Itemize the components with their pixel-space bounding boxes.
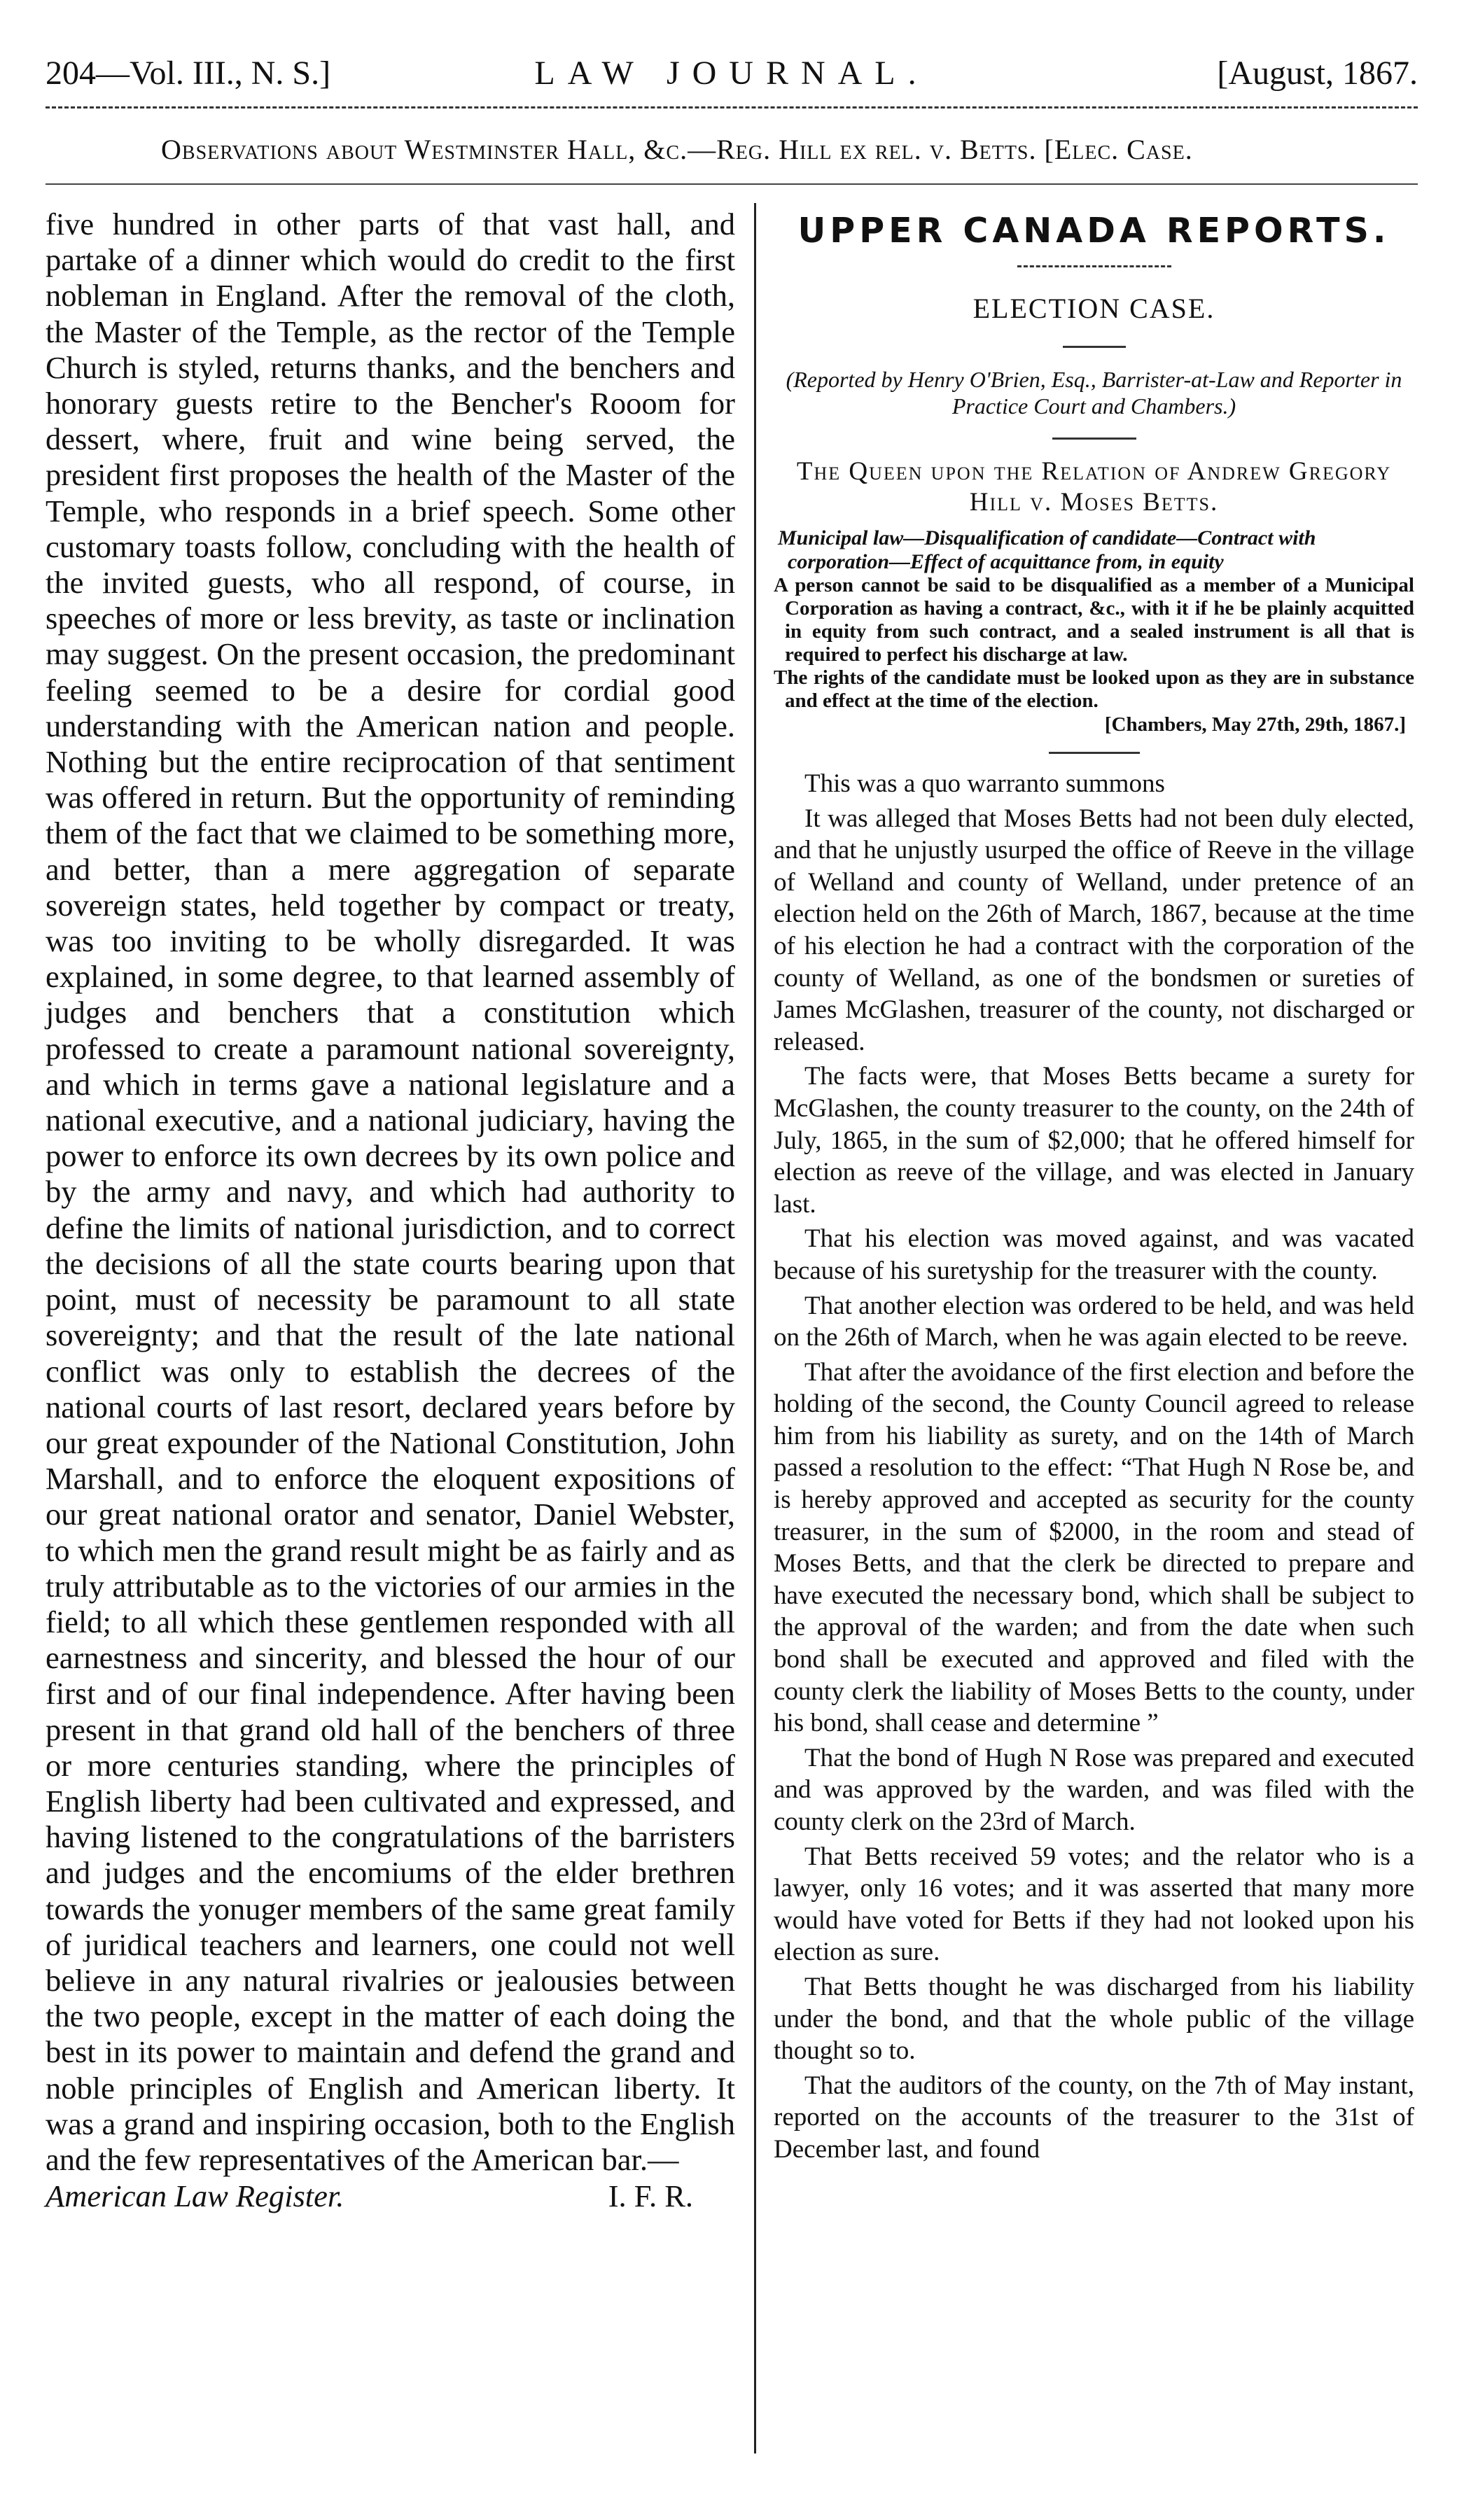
issue-date: [August, 1867. xyxy=(1217,55,1418,92)
section-subhead: Observations about Westminster Hall, &c.—Reg. Hill ex rel. v. Betts. [Elec. Case. xyxy=(161,134,1193,165)
case-title: The Queen upon the Relation of Andrew Gregory Hill v. Moses Betts. xyxy=(796,457,1392,517)
case-paragraph: That after the avoidance of the first election and before the holding of the second, the County Council agreed to release him from his liability as surety, and on the 14th of March passed a resolution to the effect: “That Hugh N Rose be, and is hereby approved and accepted as security for the county treasurer, in the sum of $2000, in the room and stead of Moses Betts, and that the clerk be directed to prepare and have executed the necessary bond, which shall be subject to the approval of the warden; and from the date when such bond shall be executed and approved and filed with the county clerk the liability of Moses Betts to the county, under his bond, shall cease and determine ” xyxy=(774,1357,1414,1738)
subhead-divider xyxy=(46,183,1418,185)
case-paragraph: That his election was moved against, and was vacated because of his suretyship for the treasurer with the county. xyxy=(774,1224,1414,1285)
case-paragraph: That the bond of Hugh N Rose was prepared and executed and was approved by the warden, and was filed with the county clerk on the 23rd of March. xyxy=(774,1743,1414,1836)
case-paragraph: This was a quo warranto summons xyxy=(804,769,1165,798)
case-paragraph: That Betts thought he was discharged from his liability under the bond, and that the whole public of the village thought so to. xyxy=(774,1972,1414,2066)
right-column xyxy=(774,206,1414,2166)
running-head xyxy=(46,46,1418,102)
heading-rule xyxy=(1063,346,1126,348)
case-paragraph: It was alleged that Moses Betts had not been duly elected, and that he unjustly usurped the office of Reeve in the village of Welland and county of Welland, under pretence of an election held on the 26th of March, 1867, because at the time of his election he had a contract with the corporation of the county of Welland, as one of the bondsmen or sureties of James McGlashen, treasurer of the county, not discharged or released. xyxy=(774,804,1414,1056)
headnote-rule xyxy=(1049,752,1140,754)
headnote-topics: Municipal law—Disqualification of candidate—Contract with corporation—Effect of acquittance from, in equity xyxy=(778,526,1316,573)
headnote-holding-1: A person cannot be said to be disqualified as a member of a Municipal Corporation as having a contract, &c., with it if he be plainly acquitted in equity from such contract, and a sealed instrument is all that is required to perfect his discharge at law. xyxy=(774,574,1414,666)
article-signoff xyxy=(46,2178,735,2214)
header-divider xyxy=(46,106,1418,108)
title-rule xyxy=(1017,265,1171,267)
journal-title: LAW JOURNAL. xyxy=(534,55,929,92)
page-volume-label: 204—Vol. III., N. S.] xyxy=(46,55,331,92)
reporter-note: (Reported by Henry O'Brien, Esq., Barrister-at-Law and Reporter in Practice Court and Chambers.) xyxy=(786,367,1402,419)
case-paragraph: That the auditors of the county, on the 7th of May instant, reported on the accounts of the treasurer to the 31st of December last, and found xyxy=(774,2071,1414,2164)
case-heading: ELECTION CASE. xyxy=(972,293,1215,324)
case-paragraph: That Betts received 59 votes; and the relator who is a lawyer, only 16 votes; and it was asserted that many more would have voted for Betts if they had not looked upon his election as sure. xyxy=(774,1842,1414,1967)
reports-section-title: UPPER CANADA REPORTS. xyxy=(797,211,1390,251)
column-divider xyxy=(754,203,756,2454)
court-citation: [Chambers, May 27th, 29th, 1867.] xyxy=(1104,713,1406,736)
case-paragraph: That another election was ordered to be held, and was held on the 26th of March, when he was again elected to be reeve. xyxy=(774,1291,1414,1352)
reporter-rule xyxy=(1052,438,1136,440)
body-paragraph: five hundred in other parts of that vast hall, and partake of a dinner which would do credit to the first nobleman in England. After the removal of the cloth, the Master of the Temple, as the rector of the Temple Church is styled, returns thanks, and the benchers and honorary guests retire to the Bencher's Rooom for dessert, where, fruit and wine being served, the president first proposes the health of the Master of the Temple, who responds in a brief speech. Some other customary toasts follow, concluding with the health of the invited guests, who all respond, of course, in speeches of more or less brevity, as taste or inclination may suggest. On the present occasion, the predominant feeling seemed to be a desire for cordial good understanding with the American nation and people. Nothing but the entire reciprocation of that sentiment was offered in return. But the opportunity of reminding them of the fact that we claimed to be something more, and better, than a mere aggregation of separate sovereign states, held together by compact or treaty, was too inviting to be wholly disregarded. It was explained, in some degree, to that learned assembly of judges and benchers that a constitution which professed to create a paramount national sovereignty, and which in terms gave a national legislature and a national executive, and a national judiciary, having the power to enforce its own decrees by its own police and by the army and navy, and which had authority to define the limits of national jurisdiction, and to correct the decisions of all the state courts bearing upon that point, must of necessity be paramount to all state sovereignty; and that the result of the late national conflict was only to establish the decrees of the national courts of last resort, declared years before by our great expounder of the National Constitution, John Marshall, and to enforce the eloquent expositions of our great national orator and senator, Daniel Webster, to which men the grand result might be as fairly and as truly attributable as to the victories of our armies in the field; to all which these gentlemen responded with all earnestness and sincerity, and blessed the hour of our first and of our final independence. After having been present in that grand old hall of the benchers of three or more centuries standing, where the principles of English liberty had been cultivated and expressed, and having listened to the congratulations of the barristers and judges and the encomiums of the elder brethren towards the yonuger members of the same great family of juridical teachers and learners, one could not well believe in any natural rivalries or jealousies between the two people, except in the matter of each doing the best in its power to maintain and defend the grand and noble principles of English and American liberty. It was a grand and inspiring occasion, both to the English and the few representatives of the American bar.— xyxy=(46,206,735,2177)
source-citation: American Law Register. xyxy=(46,2178,344,2214)
headnote-holding-2: The rights of the candidate must be looked upon as they are in substance and effect at the time of the election. xyxy=(774,666,1414,712)
left-column xyxy=(46,206,735,2214)
case-paragraph: The facts were, that Moses Betts became a surety for McGlashen, the county treasurer to the county, on the 24th of July, 1865, in the sum of $2,000; that he offered himself for election as reeve of the village, and was elected in January last. xyxy=(774,1062,1414,1219)
author-initials: I. F. R. xyxy=(608,2178,693,2214)
